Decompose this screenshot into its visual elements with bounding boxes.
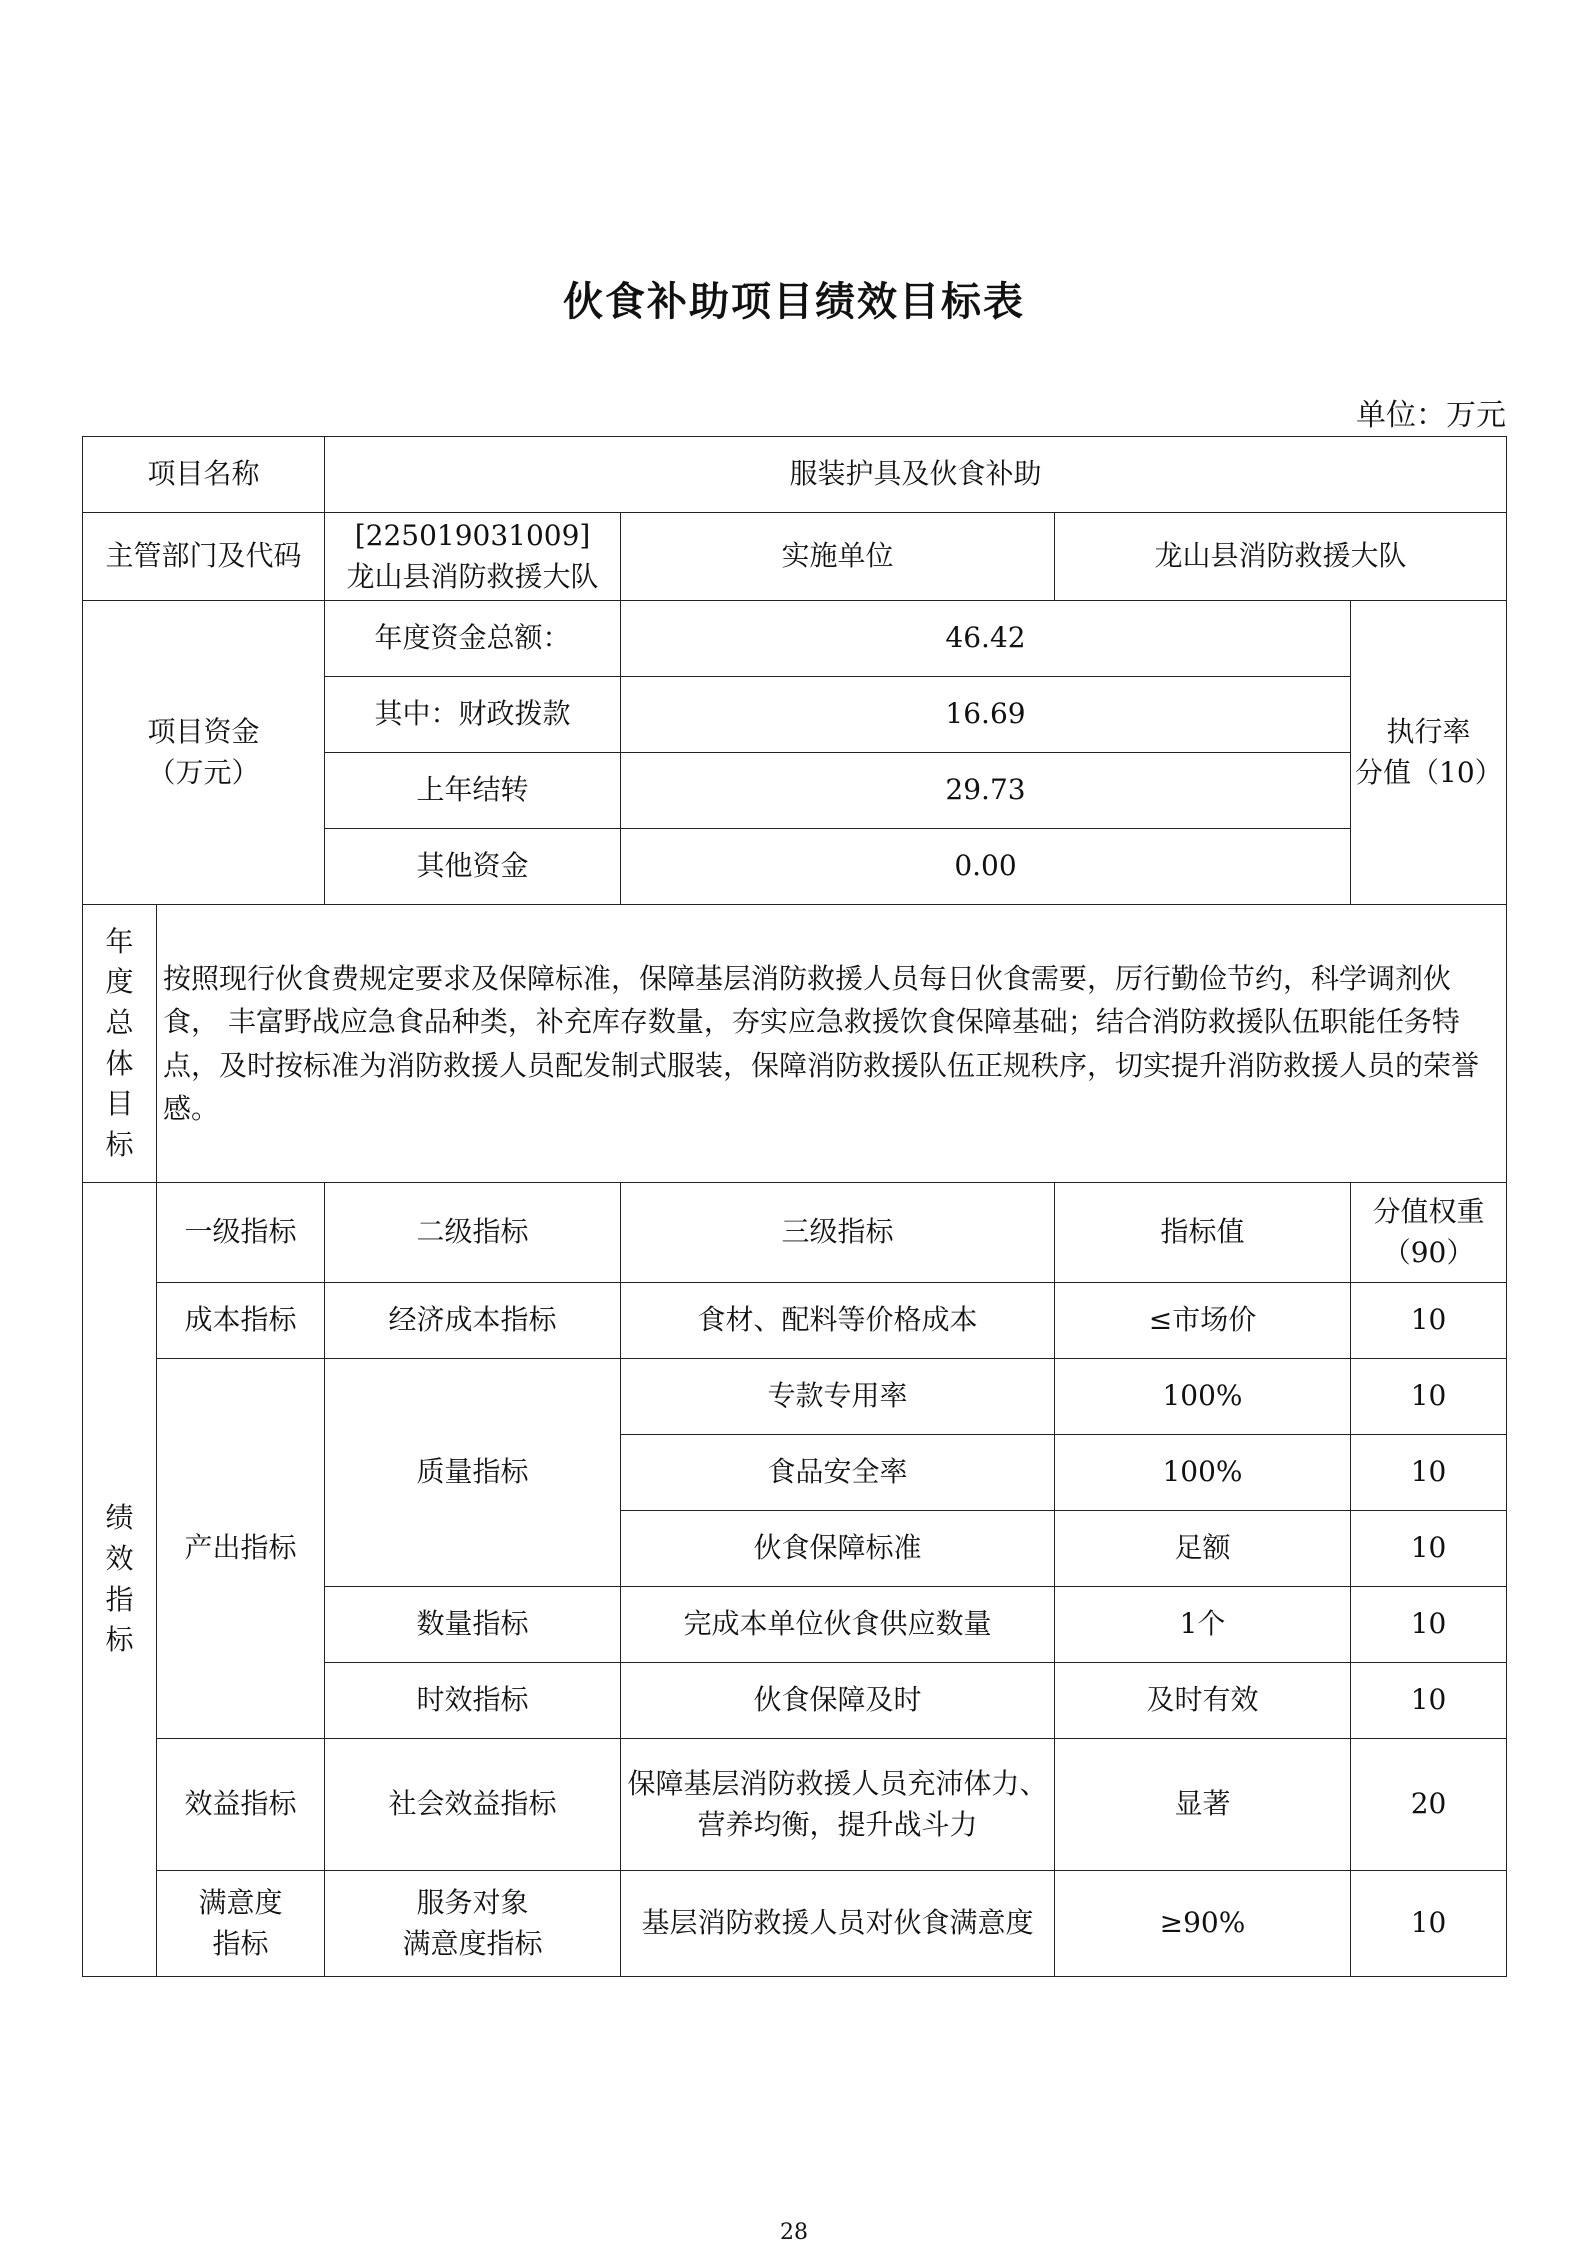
weight-cell: 10	[1351, 1435, 1507, 1511]
level2-cell	[325, 1871, 621, 1977]
weight-cell: 10	[1351, 1587, 1507, 1663]
weight-cell: 10	[1351, 1871, 1507, 1977]
weight-cell: 20	[1351, 1739, 1507, 1871]
level1-line2: 指标	[212, 1926, 269, 1960]
indicator-label-char: 标	[105, 1623, 134, 1657]
header-level1: 一级指标	[157, 1183, 325, 1283]
funds-row-label: 其他资金	[325, 829, 621, 905]
impl-unit-value: 龙山县消防救援大队	[1055, 513, 1507, 601]
funds-row-label: 其中：财政拨款	[325, 677, 621, 753]
value-cell: 足额	[1055, 1511, 1351, 1587]
project-name-label: 项目名称	[83, 437, 325, 513]
value-cell: ≥90%	[1055, 1871, 1351, 1977]
level2-cell: 时效指标	[325, 1663, 621, 1739]
dept-row	[83, 513, 1507, 601]
document-title: 伙食补助项目绩效目标表	[563, 279, 1025, 325]
level2-cell: 社会效益指标	[325, 1739, 621, 1871]
level1-cell	[157, 1871, 325, 1977]
level3-cell: 完成本单位伙食供应数量	[621, 1587, 1055, 1663]
indicator-label-char: 效	[105, 1541, 134, 1575]
funds-label-line2: （万元）	[147, 755, 260, 789]
indicator-section-label	[83, 1183, 157, 1977]
dept-value	[325, 513, 621, 601]
weight-cell: 10	[1351, 1511, 1507, 1587]
goal-row	[83, 905, 1507, 1183]
level2-line1: 服务对象	[416, 1885, 529, 1919]
dept-name: 龙山县消防救援大队	[346, 559, 599, 593]
value-cell: 100%	[1055, 1435, 1351, 1511]
level3-cell: 伙食保障标准	[621, 1511, 1055, 1587]
indicator-row	[83, 1871, 1507, 1977]
level1-cell: 产出指标	[157, 1359, 325, 1739]
indicator-header-row	[83, 1183, 1507, 1283]
goal-text: 按照现行伙食费规定要求及保障标准，保障基层消防救援人员每日伙食需要，厉行勤俭节约，科学调剂伙食， 丰富野战应急食品种类，补充库存数量，夯实应急救援饮食保障基础；结合消防救援队伍职能任务特点，及时按标准为消防救援人员配发制式服装，保障消防救援队伍正规秩序，切实提升消防救援人员的荣誉感。	[157, 905, 1507, 1183]
level1-cell: 成本指标	[157, 1283, 325, 1359]
funds-label	[83, 601, 325, 905]
unit-label: 单位：万元	[1356, 398, 1506, 433]
page-number: 28	[780, 2220, 808, 2245]
level3-cell: 基层消防救援人员对伙食满意度	[621, 1871, 1055, 1977]
level3-cell: 保障基层消防救援人员充沛体力、营养均衡，提升战斗力	[621, 1739, 1055, 1871]
funds-label-line1: 项目资金	[147, 714, 260, 748]
performance-table	[82, 436, 1507, 1977]
goal-label-char: 度	[105, 965, 134, 999]
level1-cell: 效益指标	[157, 1739, 325, 1871]
value-cell: 100%	[1055, 1359, 1351, 1435]
value-cell: 及时有效	[1055, 1663, 1351, 1739]
funds-row-value: 29.73	[621, 753, 1351, 829]
goal-label	[83, 905, 157, 1183]
indicator-row	[83, 1359, 1507, 1435]
funds-row-value: 16.69	[621, 677, 1351, 753]
indicator-label-char: 绩	[105, 1501, 134, 1535]
weight-cell: 10	[1351, 1663, 1507, 1739]
value-cell: 显著	[1055, 1739, 1351, 1871]
indicator-row	[83, 1739, 1507, 1871]
goal-label-char: 标	[105, 1127, 134, 1161]
value-cell: 1个	[1055, 1587, 1351, 1663]
dept-code: [225019031009]	[354, 518, 591, 552]
level3-cell: 食品安全率	[621, 1435, 1055, 1511]
project-name-row	[83, 437, 1507, 513]
header-weight-line2: （90）	[1382, 1235, 1475, 1269]
exec-rate-line2: 分值（10）	[1355, 755, 1503, 789]
weight-cell: 10	[1351, 1283, 1507, 1359]
goal-label-char: 体	[105, 1046, 134, 1080]
indicator-row	[83, 1283, 1507, 1359]
level3-cell: 食材、配料等价格成本	[621, 1283, 1055, 1359]
level2-cell: 经济成本指标	[325, 1283, 621, 1359]
level3-cell: 伙食保障及时	[621, 1663, 1055, 1739]
funds-row-value: 46.42	[621, 601, 1351, 677]
funds-row	[83, 601, 1507, 677]
dept-label: 主管部门及代码	[83, 513, 325, 601]
header-weight-line1: 分值权重	[1372, 1194, 1485, 1228]
value-cell: ≤市场价	[1055, 1283, 1351, 1359]
goal-label-char: 总	[105, 1005, 134, 1039]
exec-rate-cell	[1351, 601, 1507, 905]
level3-cell: 专款专用率	[621, 1359, 1055, 1435]
level1-line1: 满意度	[198, 1885, 283, 1919]
funds-row-label: 年度资金总额：	[325, 601, 621, 677]
funds-row-label: 上年结转	[325, 753, 621, 829]
funds-row-value: 0.00	[621, 829, 1351, 905]
weight-cell: 10	[1351, 1359, 1507, 1435]
goal-label-char: 年	[105, 924, 134, 958]
level2-cell: 质量指标	[325, 1359, 621, 1587]
level2-cell: 数量指标	[325, 1587, 621, 1663]
impl-unit-label: 实施单位	[621, 513, 1055, 601]
indicator-label-char: 指	[105, 1582, 134, 1616]
header-level3: 三级指标	[621, 1183, 1055, 1283]
level2-line2: 满意度指标	[402, 1926, 543, 1960]
goal-label-char: 目	[105, 1087, 134, 1121]
exec-rate-line1: 执行率	[1386, 714, 1471, 748]
header-value: 指标值	[1055, 1183, 1351, 1283]
project-name-value: 服装护具及伙食补助	[325, 437, 1507, 513]
header-weight	[1351, 1183, 1507, 1283]
header-level2: 二级指标	[325, 1183, 621, 1283]
